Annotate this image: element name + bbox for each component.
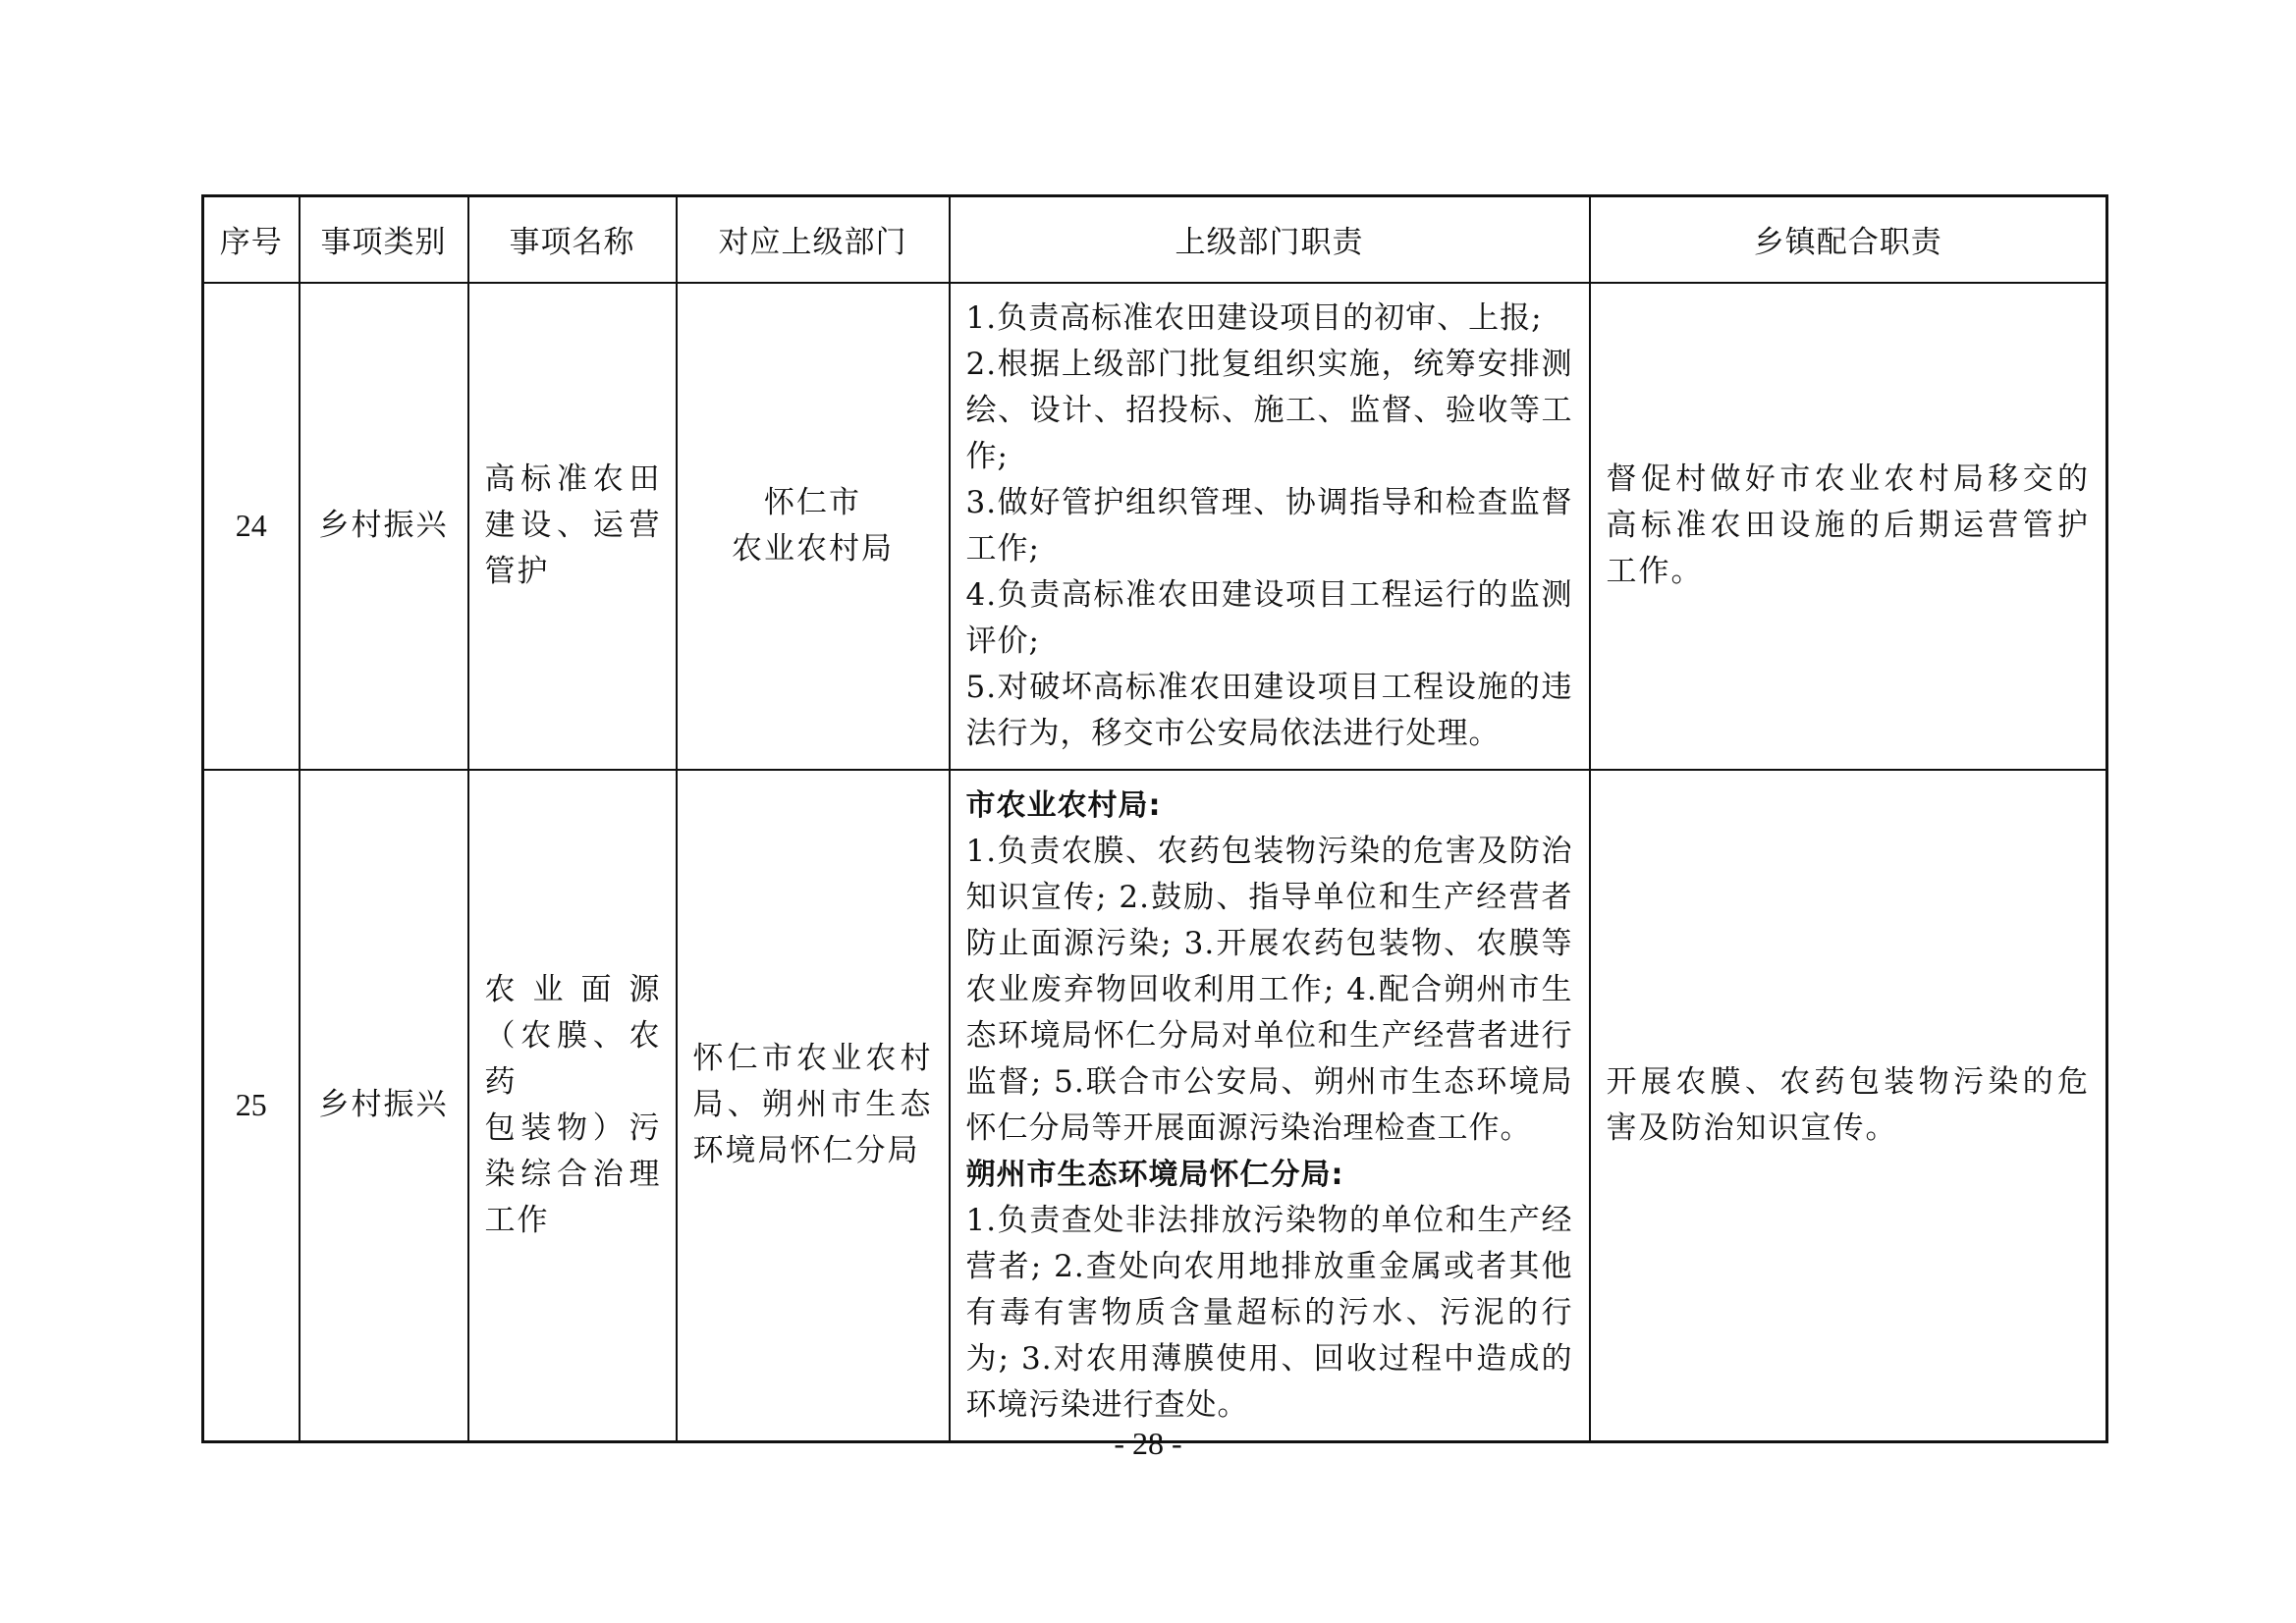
- table-header-row: [203, 196, 2107, 283]
- header-category: 事项类别: [300, 196, 468, 283]
- row-item-name: [468, 770, 677, 1442]
- duty-table: [201, 194, 2108, 1443]
- item-name-line: 染综合治理: [484, 1156, 662, 1192]
- header-number: 序号: [203, 196, 300, 283]
- duty-item: 3.做好管护组织管理、协调指导和检查监督工作;: [965, 484, 1573, 567]
- row-department: 怀仁市农业农村局、朔州市生态环境局怀仁分局: [677, 770, 950, 1442]
- item-name-line: 高标准农田: [484, 461, 662, 497]
- header-department: 对应上级部门: [677, 196, 950, 283]
- duty-item: 1.负责高标准农田建设项目的初审、上报;: [965, 299, 1543, 336]
- row-township-cooperation: 开展农膜、农药包装物污染的危害及防治知识宣传。: [1590, 770, 2107, 1442]
- duty-section-heading: 朔州市生态环境局怀仁分局:: [965, 1157, 1344, 1192]
- row-item-name: [468, 283, 677, 770]
- header-department-duties: 上级部门职责: [950, 196, 1590, 283]
- table-row: [203, 283, 2107, 770]
- header-township-cooperation: 乡镇配合职责: [1590, 196, 2107, 283]
- row-category: 乡村振兴: [300, 283, 468, 770]
- duty-section-text: 1.负责农膜、农药包装物污染的危害及防治知识宣传; 2.鼓励、指导单位和生产经营者防止面源污染; 3.开展农药包装物、农膜等农业废弃物回收利用工作; 4.配合朔州市生态环境局怀仁分局对单位和生产经营者进行监督; 5.联合市公安局、朔州市生态环境局怀仁分局等开展面源污染治理检查工作。: [965, 833, 1573, 1146]
- duty-item: 5.对破坏高标准农田建设项目工程设施的违法行为，移交市公安局依法进行处理。: [965, 669, 1573, 751]
- row-department: [677, 283, 950, 770]
- row-category: 乡村振兴: [300, 770, 468, 1442]
- duty-item: 2.根据上级部门批复组织实施，统筹安排测绘、设计、招投标、施工、监督、验收等工作;: [965, 346, 1573, 474]
- department-line: 农业农村局: [732, 530, 894, 567]
- item-name-line: （农膜、农药: [484, 1017, 662, 1100]
- item-name-line: 农业面源: [484, 971, 662, 1007]
- row-department-duties: [950, 770, 1590, 1442]
- header-item-name: 事项名称: [468, 196, 677, 283]
- duty-item: 4.负责高标准农田建设项目工程运行的监测评价;: [965, 576, 1573, 659]
- row-township-cooperation: 督促村做好市农业农村局移交的高标准农田设施的后期运营管护工作。: [1590, 283, 2107, 770]
- row-number: 25: [203, 770, 300, 1442]
- duty-section-text: 1.负责查处非法排放污染物的单位和生产经营者; 2.查处向农用地排放重金属或者其他有毒有害物质含量超标的污水、污泥的行为; 3.对农用薄膜使用、回收过程中造成的环境污染进行查处。: [965, 1202, 1573, 1423]
- row-number: 24: [203, 283, 300, 770]
- item-name-line: 建设、运营: [484, 508, 662, 543]
- page-number: - 28 -: [1114, 1426, 1182, 1461]
- item-name-line: 包装物）污: [484, 1109, 662, 1146]
- department-line: 怀仁市: [764, 484, 861, 520]
- duty-section-heading: 市农业农村局:: [965, 787, 1162, 823]
- item-name-line: 工作: [484, 1202, 550, 1238]
- table-row: [203, 770, 2107, 1442]
- item-name-line: 管护: [484, 554, 550, 589]
- row-department-duties: [950, 283, 1590, 770]
